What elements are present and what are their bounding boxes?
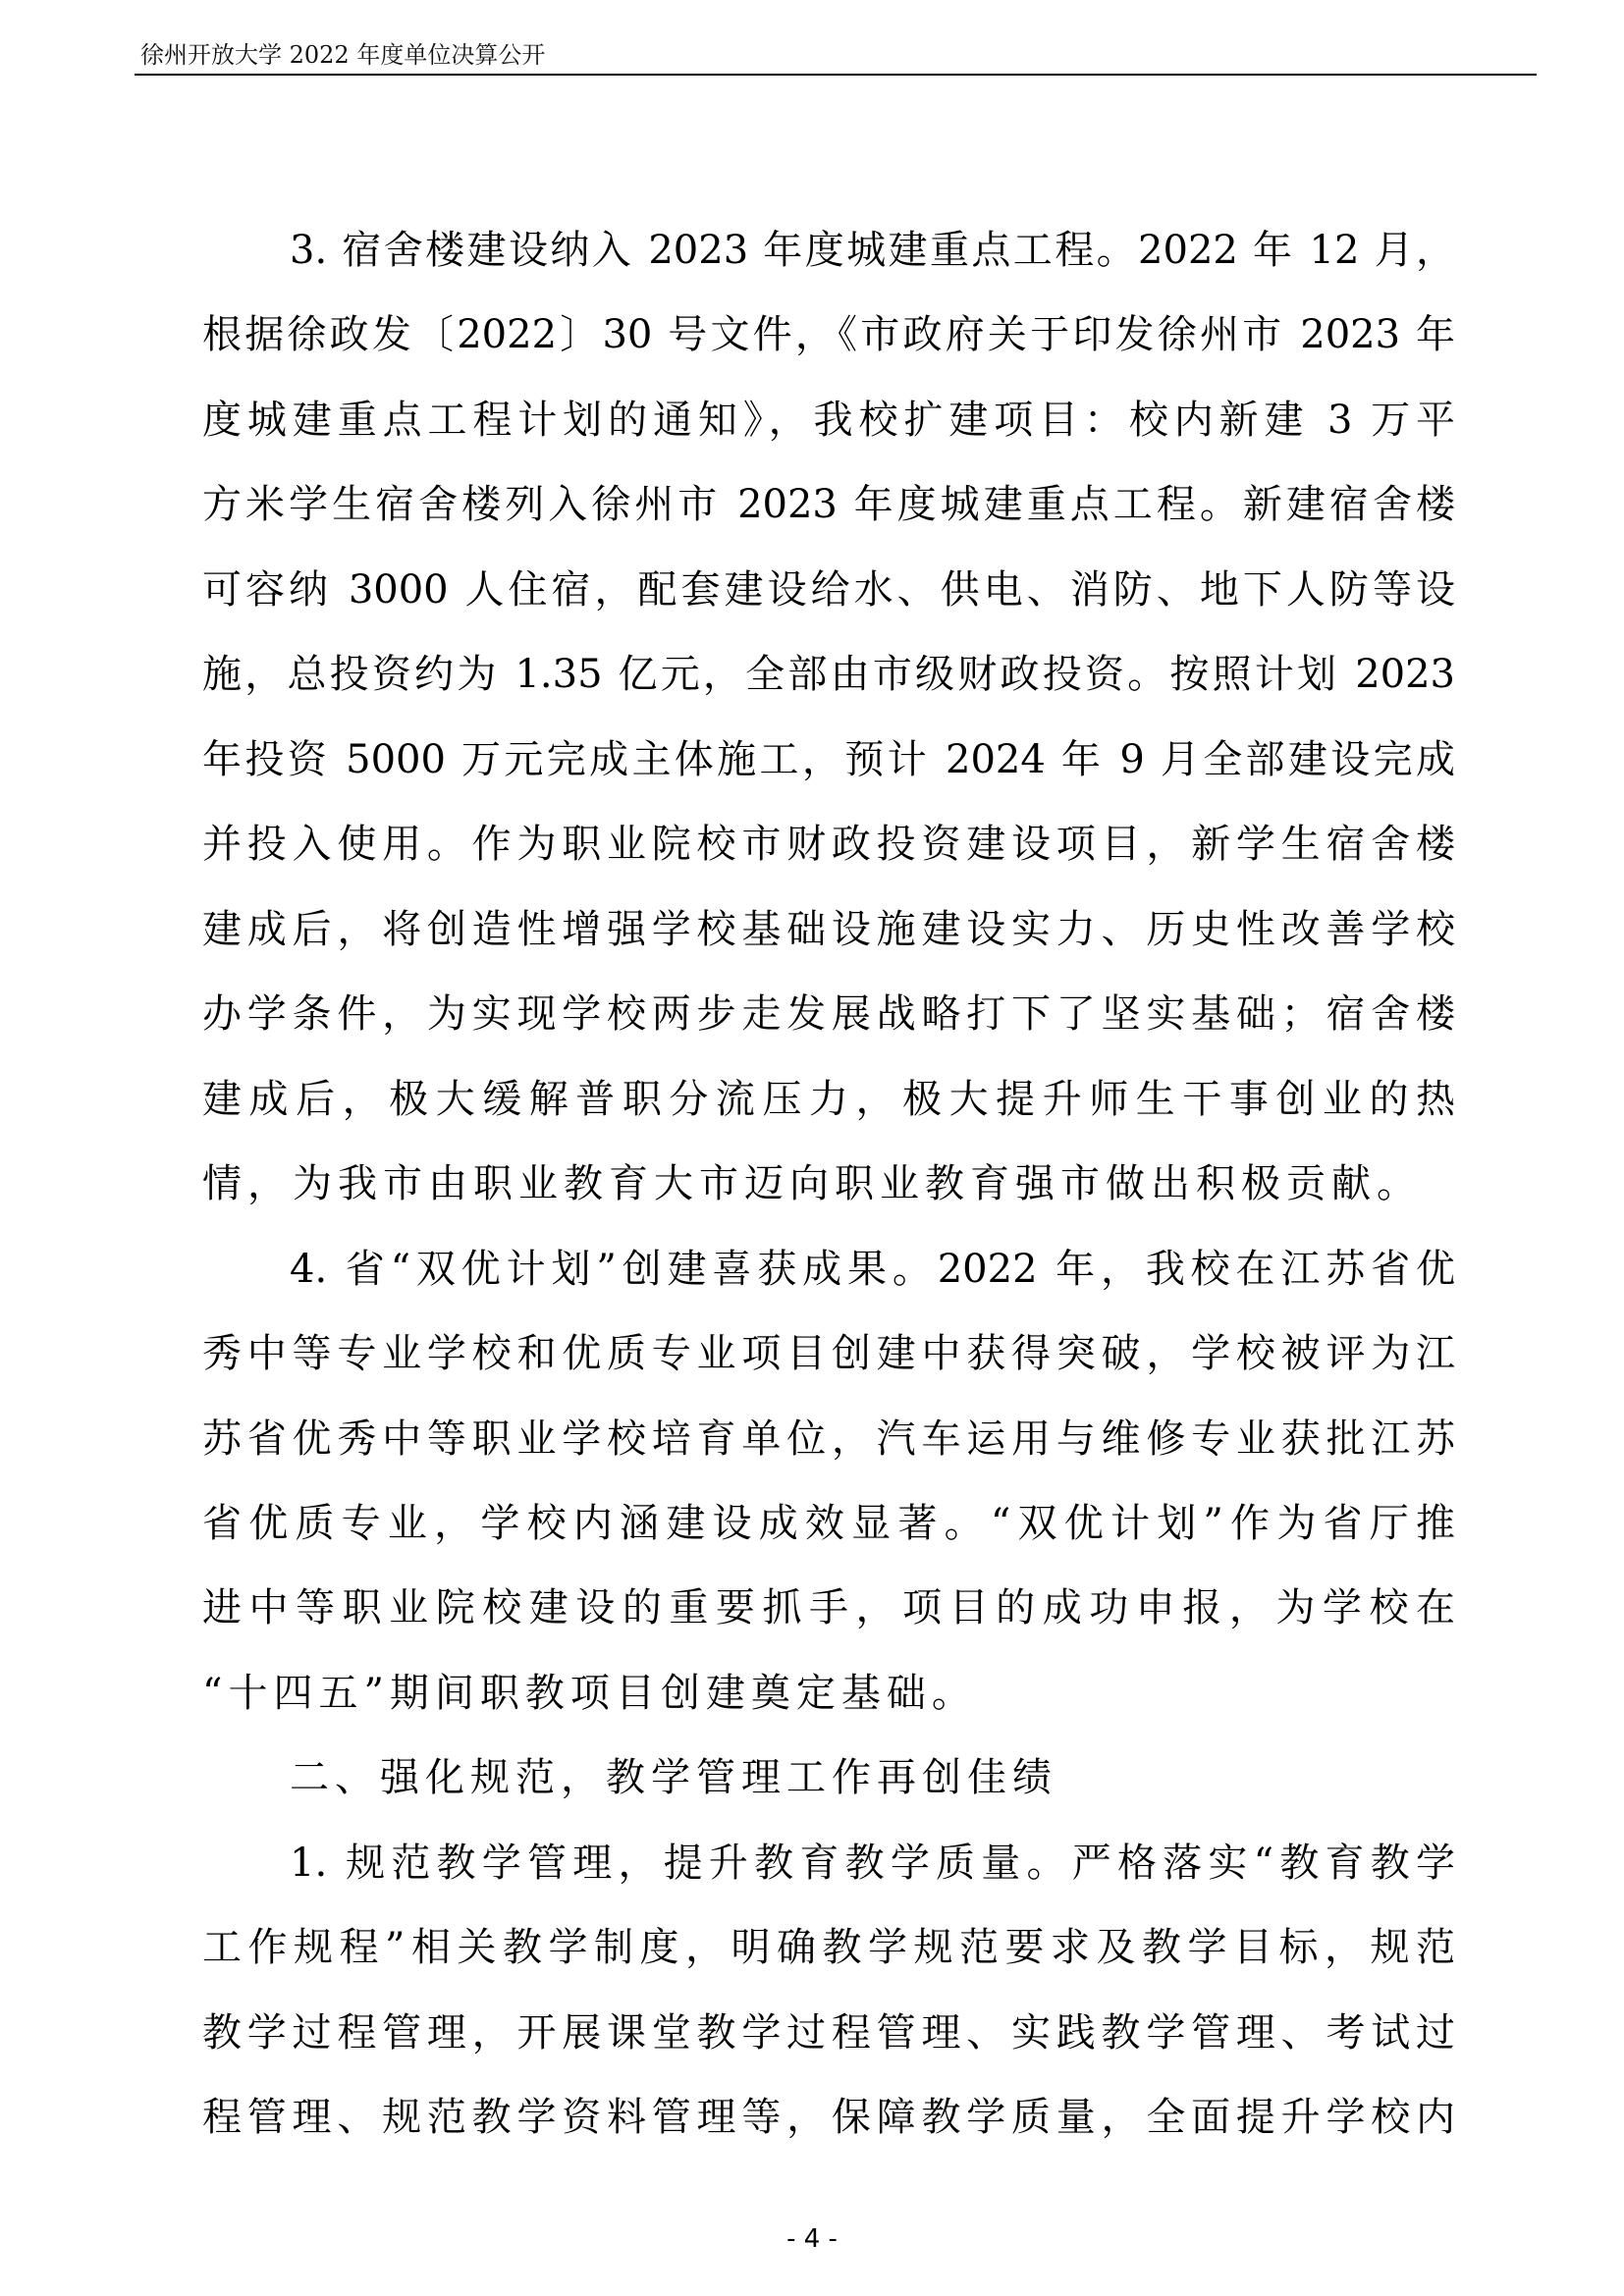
page-number: - 4 - (786, 2224, 838, 2254)
paragraph-2-1-line-2: 工作规程”相关教学制度，明确教学规范要求及教学目标，规范 (202, 1925, 1455, 1970)
section-heading-2: 二、强化规范，教学管理工作再创佳绩 (290, 1755, 1057, 1800)
paragraph-2-1-line-1: 1. 规范教学管理，提升教育教学质量。严格落实“教育教学 (290, 1841, 1455, 1886)
paragraph-3-line-6: 施，总投资约为 1.35 亿元，全部由市级财政投资。按照计划 2023 (202, 652, 1455, 697)
paragraph-3-line-9: 建成后，将创造性增强学校基础设施建设实力、历史性改善学校 (202, 907, 1455, 952)
paragraph-3-line-8: 并投入使用。作为职业院校市财政投资建设项目，新学生宿舍楼 (202, 822, 1455, 867)
paragraph-3-line-11: 建成后，极大缓解普职分流压力，极大提升师生干事创业的热 (202, 1077, 1455, 1122)
paragraph-3-line-10: 办学条件，为实现学校两步走发展战略打下了坚实基础；宿舍楼 (202, 991, 1455, 1037)
paragraph-3-line-4: 方米学生宿舍楼列入徐州市 2023 年度城建重点工程。新建宿舍楼 (202, 482, 1455, 527)
paragraph-2-1-line-4: 程管理、规范教学资料管理等，保障教学质量，全面提升学校内 (202, 2095, 1455, 2140)
paragraph-3-line-7: 年投资 5000 万元完成主体施工，预计 2024 年 9 月全部建设完成 (202, 737, 1455, 782)
paragraph-3-line-5: 可容纳 3000 人住宿，配套建设给水、供电、消防、地下人防等设 (202, 567, 1455, 613)
paragraph-4-line-1: 4. 省“双优计划”创建喜获成果。2022 年，我校在江苏省优 (290, 1247, 1455, 1292)
paragraph-4-line-6: “十四五”期间职教项目创建奠定基础。 (202, 1671, 977, 1716)
paragraph-3-line-3: 度城建重点工程计划的通知》，我校扩建项目：校内新建 3 万平 (202, 398, 1455, 443)
paragraph-4-line-4: 省优质专业，学校内涵建设成效显著。“双优计划”作为省厅推 (202, 1501, 1455, 1546)
paragraph-4-line-3: 苏省优秀中等职业学校培育单位，汽车运用与维修专业获批江苏 (202, 1416, 1455, 1462)
paragraph-3-line-2: 根据徐政发〔2022〕30 号文件，《市政府关于印发徐州市 2023 年 (202, 312, 1455, 357)
paragraph-4-line-2: 秀中等专业学校和优质专业项目创建中获得突破，学校被评为江 (202, 1331, 1455, 1376)
paragraph-3-line-1: 3. 宿舍楼建设纳入 2023 年度城建重点工程。2022 年 12 月， (290, 228, 1455, 273)
paragraph-3-line-12: 情，为我市由职业教育大市迈向职业教育强市做出积极贡献。 (202, 1161, 1422, 1206)
paragraph-2-1-line-3: 教学过程管理，开展课堂教学过程管理、实践教学管理、考试过 (202, 2010, 1455, 2056)
page-header-title: 徐州开放大学 2022 年度单位决算公开 (140, 41, 546, 69)
paragraph-4-line-5: 进中等职业院校建设的重要抓手，项目的成功申报，为学校在 (202, 1585, 1455, 1630)
